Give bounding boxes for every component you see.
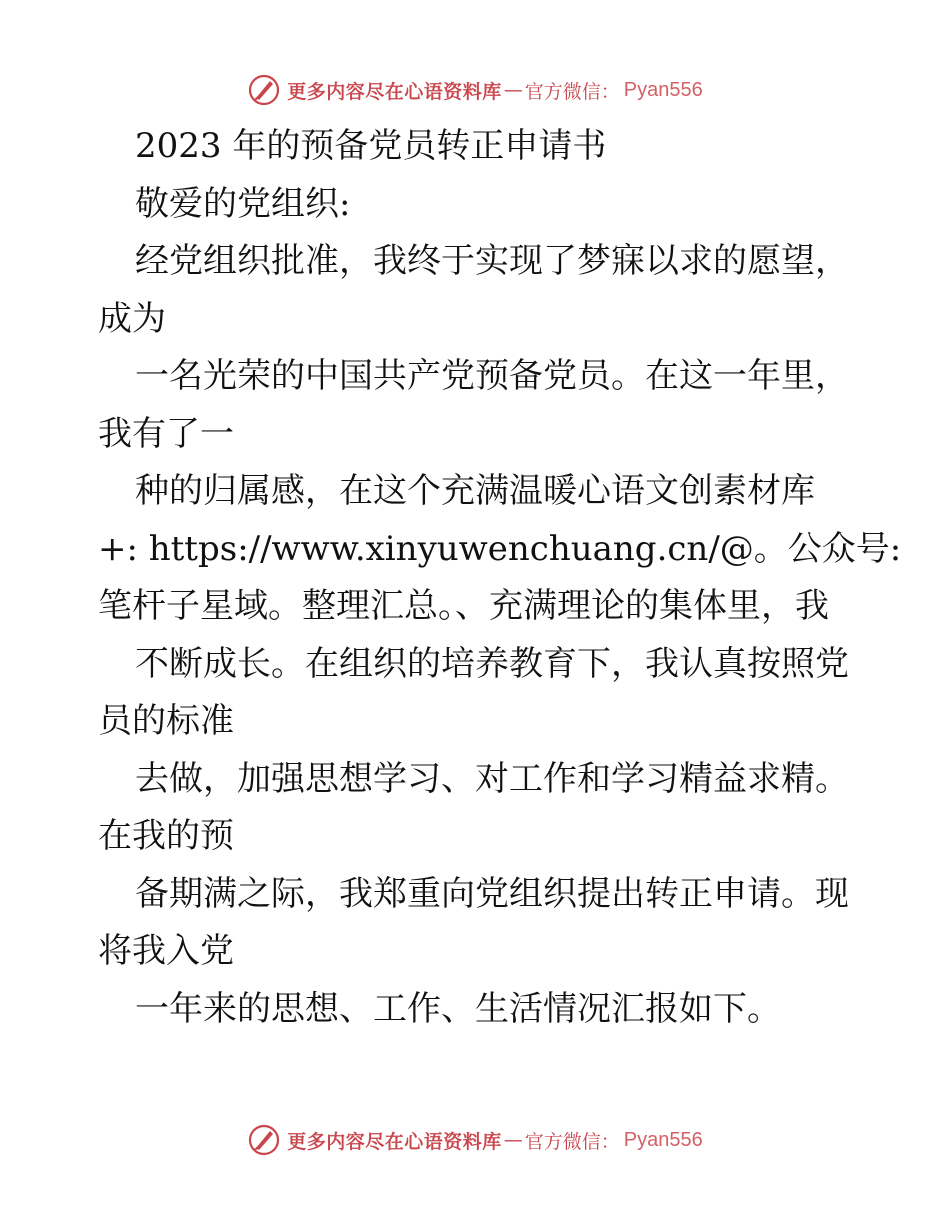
text-line: 笔杆子星域。整理汇总。、充满理论的集体里，我 bbox=[98, 586, 829, 626]
text-line: 将我入党 bbox=[98, 931, 234, 971]
site-name-text: 更多内容尽在心语资料库 bbox=[287, 1130, 502, 1153]
wechat-id: Pyan556 bbox=[623, 78, 703, 101]
text-line: 备期满之际，我郑重向党组织提出转正申请。现 bbox=[135, 873, 849, 914]
footer-banner bbox=[0, 1120, 950, 1160]
text-line: +: https://www.xinyuwenchuang.cn/@。公众号: bbox=[98, 528, 902, 569]
wechat-label: 官方微信： bbox=[524, 80, 620, 103]
text-line: 一年来的思想、工作、生活情况汇报如下。 bbox=[135, 988, 781, 1029]
text-line: 去做，加强思想学习、对工作和学习精益求精。 bbox=[135, 758, 849, 799]
text-line: 不断成长。在组织的培养教育下，我认真按照党 bbox=[135, 643, 849, 684]
wechat-id: Pyan556 bbox=[623, 1128, 703, 1151]
quill-pen-logo-icon bbox=[247, 73, 281, 107]
header-banner bbox=[0, 70, 950, 110]
text-line: 经党组织批准，我终于实现了梦寐以求的愿望， bbox=[135, 241, 849, 281]
document-body bbox=[98, 118, 902, 1038]
text-line: 一名光荣的中国共产党预备党员。在这一年里， bbox=[135, 356, 849, 396]
text-line: 种的归属感，在这个充满温暖心语文创素材库 bbox=[135, 471, 815, 511]
banner-separator: — bbox=[503, 1129, 523, 1151]
text-line: 员的标准 bbox=[98, 701, 234, 741]
site-name-text: 更多内容尽在心语资料库 bbox=[287, 80, 502, 103]
wechat-label: 官方微信： bbox=[524, 1130, 620, 1153]
document-title: 2023 年的预备党员转正申请书 bbox=[135, 126, 607, 166]
text-line: 我有了一 bbox=[98, 413, 234, 454]
text-line: 在我的预 bbox=[98, 816, 234, 856]
quill-pen-logo-icon bbox=[247, 1123, 281, 1157]
salutation: 敬爱的党组织: bbox=[135, 183, 351, 224]
banner-separator: — bbox=[503, 79, 523, 101]
text-line: 成为 bbox=[98, 298, 166, 339]
